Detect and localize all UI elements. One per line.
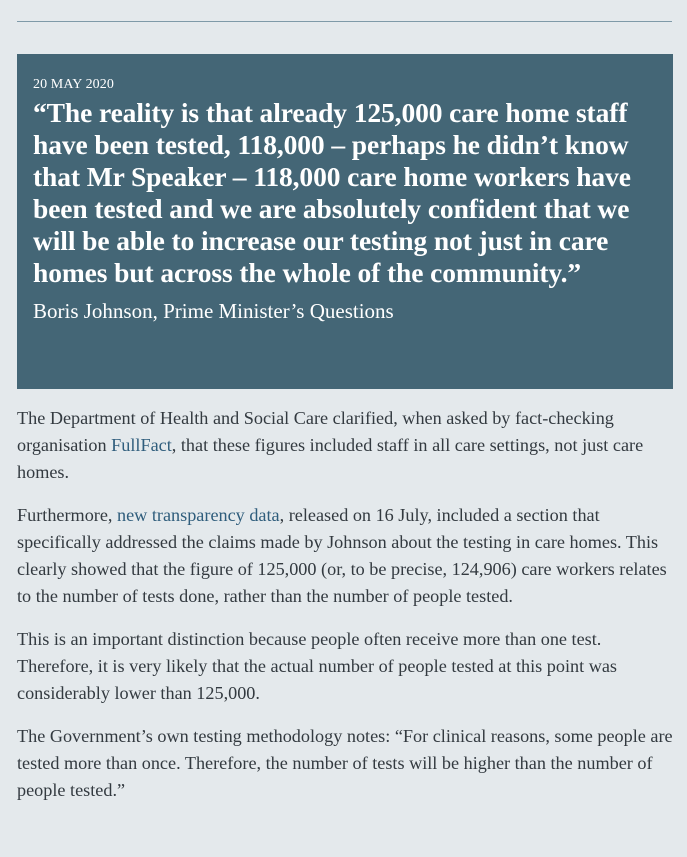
paragraph-transparency-data — [17, 502, 677, 610]
paragraph-text: The Department of Health and Social Care clarified, when asked by fact-checking organisation — [17, 408, 614, 455]
paragraph-text: , that these figures included staff in all care settings, not just care homes. — [17, 435, 644, 482]
pull-quote-box — [17, 54, 673, 389]
paragraph-dhsc-clarification — [17, 405, 677, 486]
article-body — [17, 405, 677, 820]
quote-attribution: Boris Johnson, Prime Minister’s Questions — [33, 299, 394, 323]
paragraph-text: Furthermore, — [17, 505, 118, 525]
fullfact-link[interactable]: FullFact — [111, 435, 172, 455]
quote-text: “The reality is that already 125,000 care home staff have been tested, 118,000 – perhaps he didn’t know that Mr Speaker – 118,000 care home workers have been tested and we are absolutely confident that we will be able to increase our testing not just in care homes but across the whole of the community.” — [33, 97, 631, 288]
paragraph-text: , released on 16 July, included a section that specifically addressed the claims made by Johnson about the testing in care homes. This clearly showed that the figure of 125,000 (or, to be precise, 124,906) care workers relates to the number of tests done, rather than the number of people tested. — [17, 505, 667, 606]
transparency-data-link[interactable]: new transparency data — [117, 505, 280, 525]
paragraph-distinction: This is an important distinction because people often receive more than one test. Therefore, it is very likely that the actual number of people tested at this point was considerably lower than 125,000. — [17, 629, 618, 703]
quote-date: 20 MAY 2020 — [33, 77, 114, 92]
top-divider — [17, 21, 672, 22]
paragraph-methodology: The Government’s own testing methodology notes: “For clinical reasons, some people are tested more than once. Therefore, the number of tests will be higher than the number of people tested.” — [17, 726, 673, 800]
